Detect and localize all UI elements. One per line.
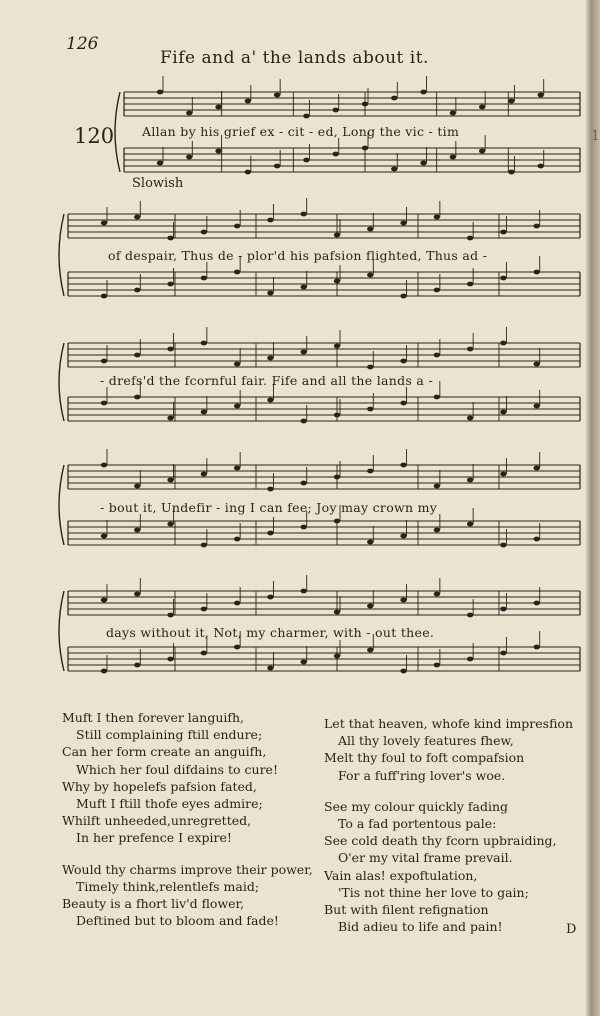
note-head [301, 350, 307, 355]
note-head [167, 236, 173, 241]
note-head [400, 221, 406, 226]
note-head [334, 233, 340, 238]
poem-line: See my colour quickly fading [324, 798, 509, 814]
note-head [245, 99, 251, 104]
poem-left-column [62, 709, 313, 929]
note-head [467, 657, 473, 662]
note-head [467, 416, 473, 421]
note-head [333, 108, 339, 113]
poem-line: Deftined but to bloom and fade! [76, 913, 279, 929]
note-head [434, 592, 440, 597]
note-head [134, 484, 140, 489]
note-head [334, 654, 340, 659]
note-head [301, 212, 307, 217]
note-head [434, 663, 440, 668]
note-head [234, 537, 240, 542]
note-head [391, 96, 397, 101]
note-head [134, 528, 140, 533]
note-head [479, 105, 485, 110]
note-head [267, 487, 273, 492]
note-head [234, 404, 240, 409]
note-head [400, 359, 406, 364]
note-head [367, 227, 373, 232]
lyric-line-4: - bout it, Undefir - ing I can fee; Joy may crown my [100, 500, 438, 515]
note-head [101, 669, 107, 674]
note-head [400, 598, 406, 603]
note-head [467, 522, 473, 527]
song-title: Fife and a' the lands about it. [160, 48, 429, 68]
note-head [362, 146, 368, 151]
note-head [534, 362, 540, 367]
note-head [234, 362, 240, 367]
note-head [500, 543, 506, 548]
note-head [201, 276, 207, 281]
song-number: 120 [74, 124, 115, 148]
note-head [157, 161, 163, 166]
note-head [234, 224, 240, 229]
note-head [434, 528, 440, 533]
note-head [101, 359, 107, 364]
note-head [101, 294, 107, 299]
note-head [334, 475, 340, 480]
note-head [134, 395, 140, 400]
note-head [400, 401, 406, 406]
note-head [274, 164, 280, 169]
lyric-line-1: Allan by his grief ex - cit - ed, Long the vic - tim [142, 124, 460, 139]
note-head [334, 413, 340, 418]
note-head [234, 270, 240, 275]
note-head [215, 149, 221, 154]
note-head [508, 170, 514, 175]
note-head [234, 466, 240, 471]
note-head [301, 419, 307, 424]
note-head [101, 534, 107, 539]
note-head [434, 288, 440, 293]
lyric-line-5: days without it, Not, my charmer, with - out thee. [106, 625, 435, 640]
poem-line: Can her form create an anguifh, [62, 744, 267, 760]
note-head [434, 353, 440, 358]
note-head [101, 463, 107, 468]
note-head [267, 595, 273, 600]
note-head [500, 410, 506, 415]
note-head [201, 607, 207, 612]
note-head [267, 398, 273, 403]
note-head [333, 152, 339, 157]
poem-line: Would thy charms improve their power, [62, 861, 313, 877]
note-head [301, 589, 307, 594]
note-head [367, 648, 373, 653]
poem-line: Melt thy foul to foft compafsion [324, 750, 525, 766]
note-head [391, 167, 397, 172]
note-head [101, 598, 107, 603]
note-head [467, 282, 473, 287]
note-head [167, 347, 173, 352]
note-head [234, 601, 240, 606]
note-head [534, 537, 540, 542]
note-head [234, 645, 240, 650]
note-head [334, 344, 340, 349]
note-head [245, 170, 251, 175]
note-head [450, 155, 456, 160]
poem-line: Beauty is a fhort liv'd flower, [62, 896, 245, 912]
note-head [534, 224, 540, 229]
poem-line: Vain alas! expoftulation, [324, 867, 478, 883]
note-head [467, 613, 473, 618]
note-head [157, 90, 163, 95]
note-head [534, 645, 540, 650]
note-head [201, 472, 207, 477]
catchword: D [566, 922, 577, 937]
note-head [267, 356, 273, 361]
poem-line: 'Tis not thine her love to gain; [338, 884, 529, 900]
note-head [500, 651, 506, 656]
note-head [167, 522, 173, 527]
note-head [201, 230, 207, 235]
note-head [134, 215, 140, 220]
note-head [186, 155, 192, 160]
poem-line: Whilft unheeded,unregretted, [62, 813, 252, 829]
note-head [274, 93, 280, 98]
note-head [420, 90, 426, 95]
note-head [134, 288, 140, 293]
note-head [267, 291, 273, 296]
note-head [508, 99, 514, 104]
system-brace [59, 591, 64, 671]
poem-line: Bid adieu to life and pain! [338, 919, 503, 935]
note-head [334, 519, 340, 524]
note-head [167, 478, 173, 483]
note-head [467, 347, 473, 352]
stanza-gap [324, 784, 573, 798]
system-brace [59, 343, 64, 421]
note-head [201, 543, 207, 548]
poem-line: See cold death thy fcorn upbraiding, [324, 833, 557, 849]
note-head [367, 407, 373, 412]
note-head [400, 294, 406, 299]
note-head [467, 236, 473, 241]
note-head [134, 663, 140, 668]
poem-right-column [324, 715, 573, 935]
note-head [267, 531, 273, 536]
note-head [367, 365, 373, 370]
system-brace [59, 214, 64, 296]
note-head [301, 525, 307, 530]
system-brace [59, 465, 64, 545]
poem-line: Muft I ftill thofe eyes admire; [76, 796, 263, 812]
margin-mark: 1 [591, 128, 600, 144]
note-head [215, 105, 221, 110]
note-head [101, 221, 107, 226]
note-head [434, 484, 440, 489]
poem-line: Timely think,relentlefs maid; [76, 878, 260, 894]
note-head [434, 395, 440, 400]
note-head [450, 111, 456, 116]
note-head [434, 215, 440, 220]
tempo-marking: Slowish [132, 176, 184, 191]
note-head [201, 341, 207, 346]
poem-line: Which her foul difdains to cure! [76, 761, 278, 777]
note-head [500, 341, 506, 346]
stanza-gap [62, 847, 313, 861]
note-head [538, 93, 544, 98]
note-head [334, 610, 340, 615]
note-head [400, 669, 406, 674]
note-head [201, 410, 207, 415]
note-head [303, 158, 309, 163]
note-head [334, 279, 340, 284]
note-head [500, 607, 506, 612]
poem-line: But with filent refignation [324, 902, 489, 918]
poem-line: Let that heaven, whofe kind impresfion [324, 716, 573, 731]
poem-line: For a fuff'ring lover's woe. [338, 767, 506, 783]
lyric-line-3: - drefs'd the fcornful fair. Fife and all the lands a - [100, 373, 433, 388]
poem-line: Still complaining ftill endure; [76, 727, 263, 743]
note-head [420, 161, 426, 166]
note-head [500, 276, 506, 281]
note-head [538, 164, 544, 169]
note-head [167, 657, 173, 662]
poem-line: All thy lovely features fhew, [338, 733, 514, 749]
note-head [400, 463, 406, 468]
note-head [303, 114, 309, 119]
note-head [534, 466, 540, 471]
note-head [367, 469, 373, 474]
note-head [400, 534, 406, 539]
note-head [367, 273, 373, 278]
page-number: 126 [66, 34, 99, 54]
note-head [534, 404, 540, 409]
poem-line: In her prefence I expire! [76, 830, 232, 846]
note-head [479, 149, 485, 154]
note-head [134, 592, 140, 597]
note-head [301, 285, 307, 290]
note-head [167, 282, 173, 287]
note-head [362, 102, 368, 107]
note-head [267, 218, 273, 223]
poem-line: O'er my vital frame prevail. [338, 850, 513, 866]
note-head [467, 478, 473, 483]
poem-line: Why by hopelefs pafsion fated, [62, 778, 257, 794]
note-head [201, 651, 207, 656]
poem-line: To a fad portentous pale: [338, 816, 497, 832]
note-head [500, 472, 506, 477]
note-head [301, 660, 307, 665]
note-head [134, 353, 140, 358]
note-head [500, 230, 506, 235]
lyric-line-2: of despair, Thus de - plor'd his pafsion flighted, Thus ad - [108, 248, 488, 263]
note-head [167, 613, 173, 618]
note-head [267, 666, 273, 671]
note-head [186, 111, 192, 116]
note-head [101, 401, 107, 406]
note-head [534, 601, 540, 606]
note-head [301, 481, 307, 486]
note-head [367, 540, 373, 545]
note-head [367, 604, 373, 609]
note-head [534, 270, 540, 275]
note-head [167, 416, 173, 421]
poem-line: Muft I then forever languifh, [62, 710, 245, 725]
system-brace [115, 92, 120, 172]
